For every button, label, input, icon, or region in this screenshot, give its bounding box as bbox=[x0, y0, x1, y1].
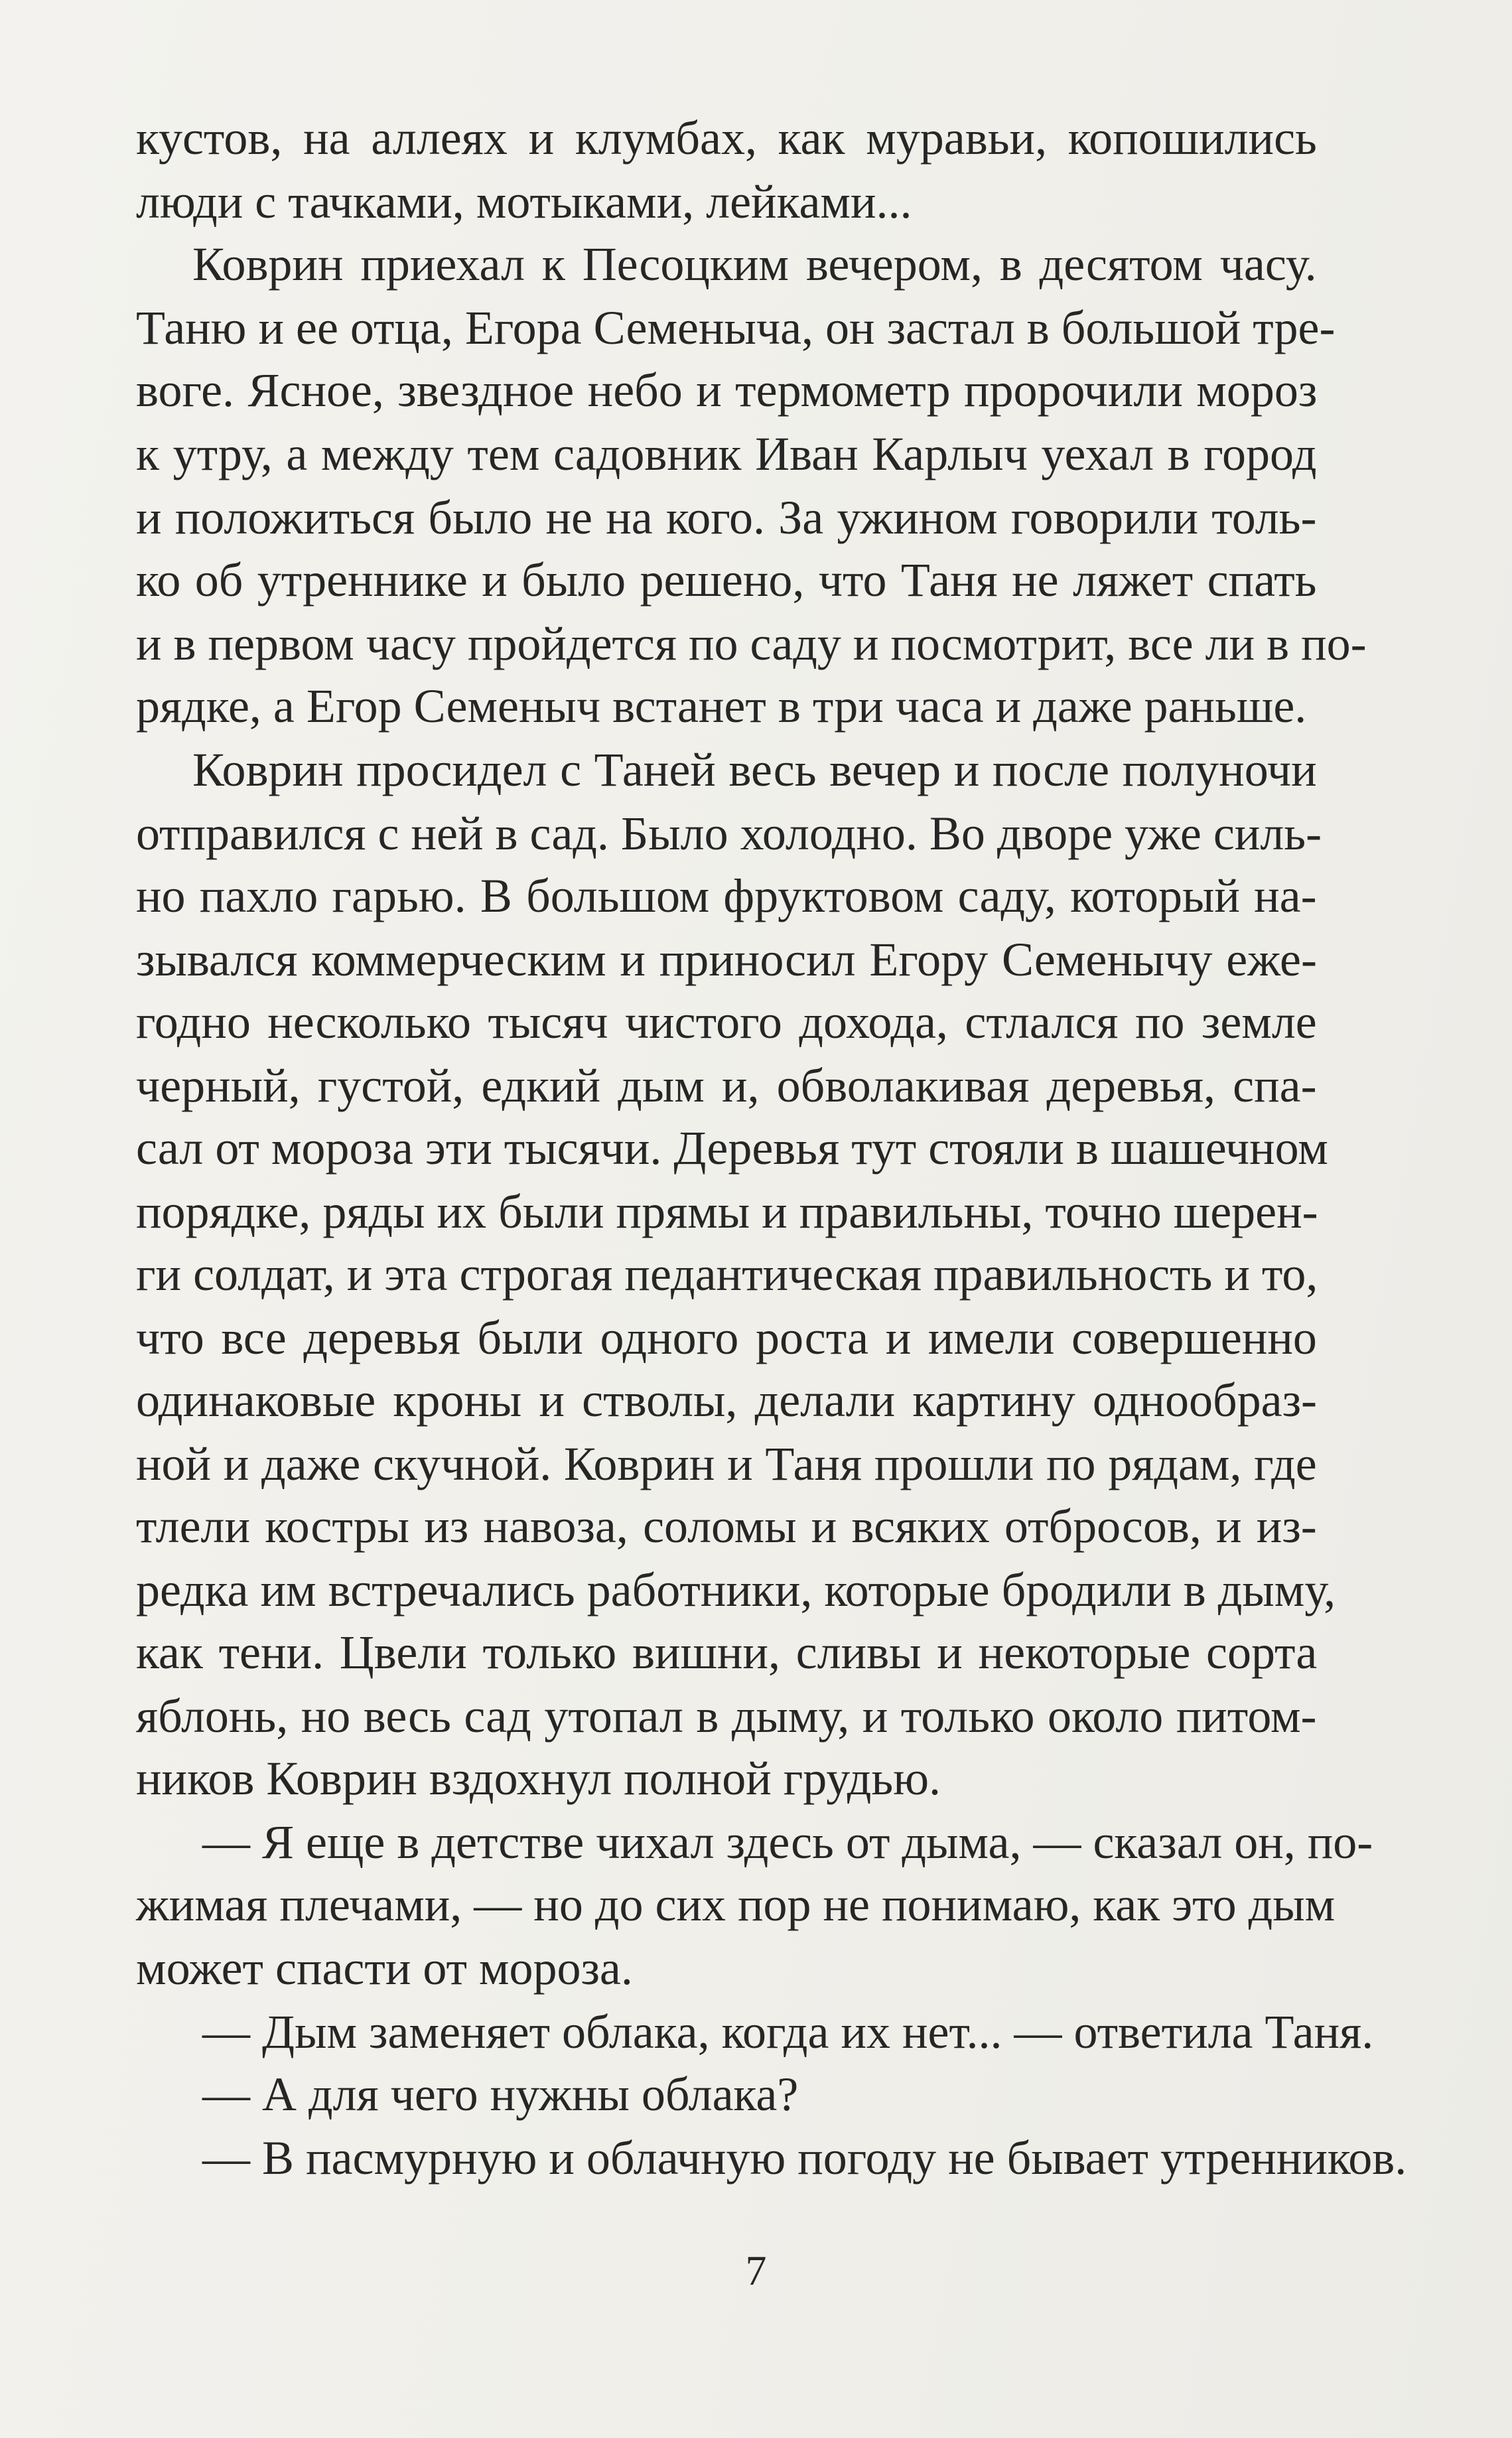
text-line: кустов, на аллеях и клумбах, как муравьи, копошились bbox=[136, 111, 1317, 165]
text-line: ги солдат, и эта строгая педантическая правильность и то, bbox=[136, 1248, 1318, 1301]
text-line: люди с тачками, мотыками, лейками... bbox=[136, 175, 912, 228]
text-line: годно несколько тысяч чистого дохода, стлался по земле bbox=[136, 995, 1317, 1048]
text-line: как тени. Цвели только вишни, сливы и некоторые сорта bbox=[136, 1626, 1318, 1679]
text-line: сал от мороза эти тысячи. Деревья тут стояли в шашечном bbox=[136, 1121, 1328, 1175]
text-line: одинаковые кроны и стволы, делали картину однообраз- bbox=[136, 1374, 1318, 1427]
text-line: и в первом часу пройдется по саду и посмотрит, все ли в по- bbox=[136, 617, 1367, 670]
text-line: редка им встречались работники, которые бродили в дыму, bbox=[136, 1563, 1336, 1616]
text-line: порядке, ряды их были прямы и правильны, точно шерен- bbox=[136, 1185, 1318, 1238]
text-line: яблонь, но весь сад утопал в дыму, и только около питом- bbox=[136, 1689, 1317, 1743]
text-line: рядке, а Егор Семеныч встанет в три часа и даже раньше. bbox=[136, 680, 1307, 733]
text-line: ников Коврин вздохнул полной грудью. bbox=[136, 1752, 941, 1805]
text-line: — В пасмурную и облачную погоду не бывает утренников. bbox=[202, 2131, 1407, 2185]
text-line: но пахло гарью. В большом фруктовом саду, который на- bbox=[136, 869, 1317, 922]
text-line: воге. Ясное, звездное небо и термометр пророчили мороз bbox=[136, 364, 1318, 417]
text-line: Таню и ее отца, Егора Семеныча, он застал в большой тре- bbox=[136, 301, 1336, 354]
text-line: тлели костры из навоза, соломы и всяких отбросов, и из- bbox=[136, 1500, 1317, 1553]
text-line: — Я еще в детстве чихал здесь от дыма, — сказал он, по- bbox=[202, 1816, 1373, 1869]
text-line: отправился с ней в сад. Было холодно. Во дворе уже силь- bbox=[136, 807, 1322, 860]
text-line: — Дым заменяет облака, когда их нет... — ответила Таня. bbox=[202, 2005, 1374, 2058]
text-line: Коврин просидел с Таней весь вечер и после полуночи bbox=[192, 743, 1317, 796]
text-line: может спасти от мороза. bbox=[136, 1942, 633, 1995]
text-line: — А для чего нужны облака? bbox=[202, 2068, 799, 2121]
text-line: жимая плечами, — но до сих пор не понимаю, как это дым bbox=[136, 1878, 1336, 1931]
text-line: что все деревья были одного роста и имели совершенно bbox=[136, 1311, 1317, 1364]
text-line: ной и даже скучной. Коврин и Таня прошли по рядам, где bbox=[136, 1437, 1317, 1490]
text-line: ко об утреннике и было решено, что Таня не ляжет спать bbox=[136, 553, 1317, 607]
text-line: черный, густой, едкий дым и, обволакивая деревья, спа- bbox=[136, 1059, 1317, 1112]
text-line: Коврин приехал к Песоцким вечером, в десятом часу. bbox=[192, 238, 1317, 291]
text-line: зывался коммерческим и приносил Егору Семенычу еже- bbox=[136, 933, 1317, 986]
text-line: к утру, а между тем садовник Иван Карлыч уехал в город bbox=[136, 427, 1317, 480]
page-number: 7 bbox=[745, 2247, 767, 2294]
text-line: и положиться было не на кого. За ужином говорили толь- bbox=[136, 491, 1317, 544]
